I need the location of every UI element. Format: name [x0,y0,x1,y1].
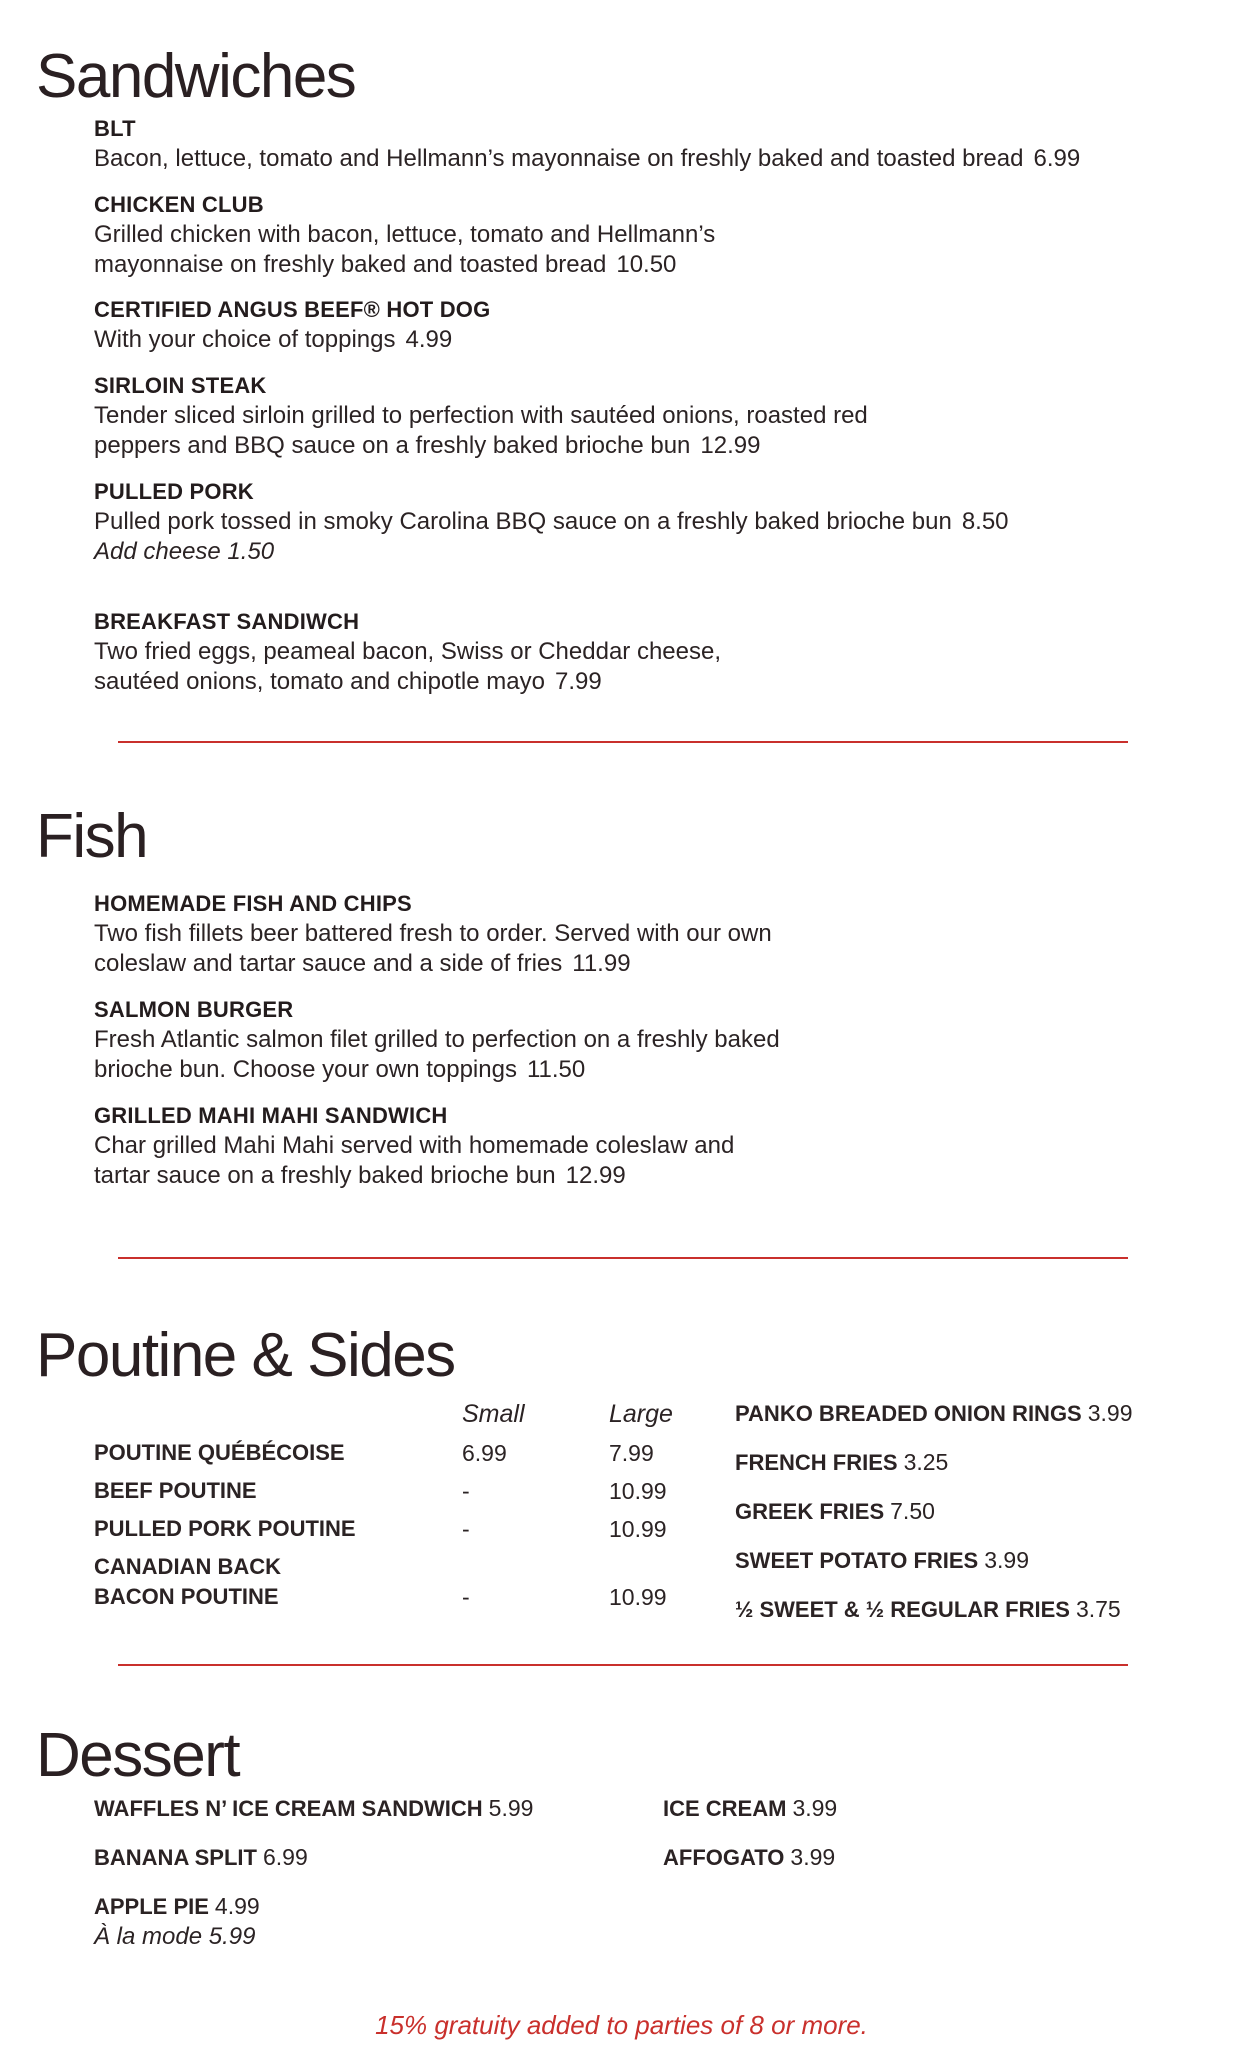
side-item: GREEK FRIES 7.50 [735,1498,935,1524]
poutine-name: POUTINE QUÉBÉCOISE [94,1440,345,1465]
item-description: With your choice of toppings 4.99 [94,326,453,353]
menu-item-hot-dog [94,295,1214,371]
side-item: FRENCH FRIES 3.25 [735,1449,949,1475]
column-header-large: Large [609,1400,673,1428]
poutine-row [94,1514,714,1552]
menu-item-pulled-pork [94,477,1214,607]
poutine-price-large: 10.99 [609,1584,667,1610]
menu-item-chicken-club [94,190,1214,295]
menu-item-salmon-burger [94,995,1214,1101]
poutine-row [94,1438,714,1476]
menu-item-fish-and-chips [94,889,1214,995]
section-divider [118,1664,1128,1666]
gratuity-note: 15% gratuity added to parties of 8 or more. [375,2010,868,2040]
dessert-item: APPLE PIE 4.99 [94,1893,260,1919]
item-description: Tender sliced sirloin grilled to perfection with sautéed onions, roasted red [94,402,868,429]
menu-item-mahi-mahi [94,1101,1214,1191]
dessert-addon-note: À la mode 5.99 [94,1923,256,1950]
sandwiches-list [94,114,1214,697]
item-name: BLT [94,116,136,141]
side-item: SWEET POTATO FRIES 3.99 [735,1547,1030,1573]
item-description: Two fried eggs, peameal bacon, Swiss or Cheddar cheese, [94,638,722,665]
side-item: ½ SWEET & ½ REGULAR FRIES 3.75 [735,1596,1121,1622]
poutine-price-small: - [462,1478,470,1504]
dessert-list-right [663,1793,837,1891]
item-name: SIRLOIN STEAK [94,373,267,398]
poutine-price-small: 6.99 [462,1440,507,1466]
section-divider [118,741,1128,743]
item-price: 10.50 [616,251,677,278]
item-description: Two fish fillets beer battered fresh to order. Served with our own [94,920,772,947]
poutine-price-small: - [462,1516,470,1542]
item-description-cont: tartar sauce on a freshly baked brioche bun 12.99 [94,1162,626,1189]
poutine-table-header [94,1400,714,1438]
menu-item-sirloin-steak [94,371,1214,477]
item-price: 6.99 [1033,145,1081,172]
item-description-cont: brioche bun. Choose your own toppings 11.50 [94,1056,586,1083]
poutine-row [94,1552,714,1612]
dessert-list-left [94,1793,533,1952]
section-title-dessert: Dessert [36,1721,240,1790]
item-price: 4.99 [405,326,453,353]
item-name: BREAKFAST SANDIWCH [94,609,360,634]
menu-item-blt [94,114,1214,190]
fish-list [94,889,1214,1191]
item-description-cont: peppers and BBQ sauce on a freshly baked brioche bun 12.99 [94,432,761,459]
item-description: Bacon, lettuce, tomato and Hellmann’s mayonnaise on freshly baked and toasted bread 6.99 [94,145,1081,172]
poutine-row [94,1476,714,1514]
poutine-name: CANADIAN BACK BACON POUTINE [94,1554,281,1609]
section-divider [118,1257,1128,1259]
item-price: 7.99 [554,668,602,695]
item-price: 8.50 [961,508,1009,535]
item-name: GRILLED MAHI MAHI SANDWICH [94,1103,448,1128]
item-name: PULLED PORK [94,479,254,504]
item-price: 12.99 [700,432,761,459]
side-item: PANKO BREADED ONION RINGS 3.99 [735,1400,1133,1426]
section-title-fish: Fish [36,802,148,871]
poutine-table [94,1400,714,1612]
poutine-price-large: 10.99 [609,1516,667,1542]
sides-list [735,1398,1133,1643]
menu-item-breakfast-sandwich [94,607,1214,697]
dessert-item: AFFOGATO 3.99 [663,1844,836,1870]
item-name: CHICKEN CLUB [94,192,264,217]
column-header-small: Small [462,1400,525,1428]
poutine-name: BEEF POUTINE [94,1478,257,1503]
item-description-cont: coleslaw and tartar sauce and a side of fries 11.99 [94,950,631,977]
poutine-price-large: 7.99 [609,1440,654,1466]
item-description-cont: mayonnaise on freshly baked and toasted bread 10.50 [94,251,677,278]
item-description-cont: sautéed onions, tomato and chipotle mayo 7.99 [94,668,602,695]
poutine-price-large: 10.99 [609,1478,667,1504]
item-name: SALMON BURGER [94,997,294,1022]
item-price: 11.50 [526,1056,586,1083]
section-title-sandwiches: Sandwiches [36,42,356,111]
section-title-poutine-sides: Poutine & Sides [36,1321,455,1390]
dessert-item: ICE CREAM 3.99 [663,1795,838,1821]
item-addon-note: Add cheese 1.50 [94,538,275,565]
item-description: Fresh Atlantic salmon filet grilled to perfection on a freshly baked [94,1026,780,1053]
item-description: Pulled pork tossed in smoky Carolina BBQ sauce on a freshly baked brioche bun 8.50 [94,508,1009,535]
item-description: Char grilled Mahi Mahi served with homemade coleslaw and [94,1132,735,1159]
dessert-item: BANANA SPLIT 6.99 [94,1844,308,1870]
item-name: CERTIFIED ANGUS BEEF® HOT DOG [94,297,491,322]
poutine-price-small: - [462,1584,470,1610]
dessert-item: WAFFLES N’ ICE CREAM SANDWICH 5.99 [94,1795,534,1821]
poutine-name: PULLED PORK POUTINE [94,1516,356,1541]
item-description: Grilled chicken with bacon, lettuce, tomato and Hellmann’s [94,221,716,248]
item-price: 11.99 [572,950,631,977]
item-price: 12.99 [565,1162,626,1189]
item-name: HOMEMADE FISH AND CHIPS [94,891,412,916]
